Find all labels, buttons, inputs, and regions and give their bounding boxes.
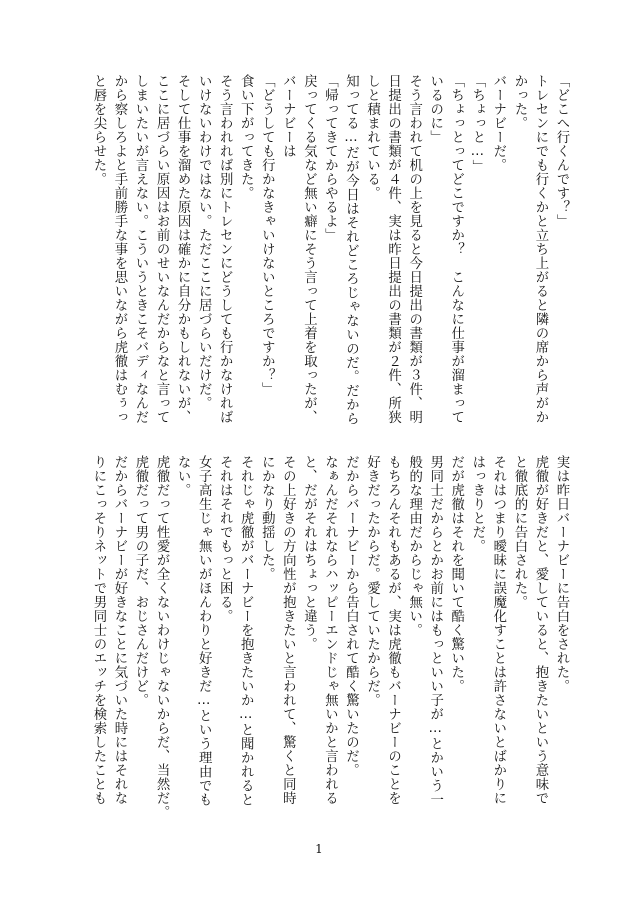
text-column: バーナビーだ。 xyxy=(490,74,506,172)
text-column: だからバーナビーから告白されて酷く驚いたのだ。 xyxy=(343,455,359,777)
text-column: それはそれでもっと困る。 xyxy=(217,455,233,623)
text-column: 虎徹が好きだと、愛していると、抱きたいという意味で xyxy=(532,455,548,805)
text-column: トレセンにでも行くかと立ち上がると隣の席から声がか xyxy=(532,74,548,424)
text-column: 日提出の書類が４件、実は昨日提出の書類が２件、所狭 xyxy=(385,74,401,424)
text-column: から察しろよと手前勝手な事を思いながら虎徹はむぅっ xyxy=(111,74,127,424)
text-column: なぁんだそれならハッピーエンドじゃ無いかと言われる xyxy=(322,455,338,805)
text-column: 女子高生じゃ無いがほんわりと好きだ…という理由でも xyxy=(196,455,212,807)
text-column: はっきりとだ。 xyxy=(469,455,485,553)
text-column: その上好きの方向性が抱きたいと言われて、驚くと同時 xyxy=(280,455,296,805)
text-column: と唇を尖らせた。 xyxy=(90,74,106,186)
text-column: 「どうしても行かなきゃいけないところですか？」 xyxy=(259,74,275,396)
text-column: 「ちょっとってどこですか？ こんなに仕事が溜まって xyxy=(448,74,464,424)
text-column: にかなり動揺した。 xyxy=(259,455,275,581)
text-column: そう言われれば別にトレセンにどうしても行かなければ xyxy=(217,74,233,424)
text-column: だが虎徹はそれを聞いて酷く驚いた。 xyxy=(448,455,464,693)
text-column: 「どこへ行くんです？」 xyxy=(554,74,569,228)
text-column: 知ってる…だが今日はそれどころじゃないのだ。だから xyxy=(343,74,359,426)
text-column: 「帰ってきてからやるよ」 xyxy=(322,74,338,242)
text-column: と、だがそれはちょっと違う。 xyxy=(301,455,317,651)
text-column: 「ちょっと…」 xyxy=(469,74,485,174)
text-column: それじゃ虎徹がバーナビーを抱きたいか…と聞かれると xyxy=(238,455,254,807)
text-column: ない。 xyxy=(175,455,191,497)
text-column: そして仕事を溜めた原因は確かに自分かもしれないが、 xyxy=(175,74,191,424)
text-column: 男同士だからとかお前にはもっといい子が…とかいう一 xyxy=(427,455,443,807)
text-column: 虎徹だって男の子だ、おじさんだけど。 xyxy=(133,455,148,707)
text-column: それはつまり曖昧に誤魔化すことは許さないとばかりに xyxy=(490,455,506,805)
text-column: 実は昨日バーナビーに告白をされた。 xyxy=(554,455,569,693)
text-column: 戻ってくる気など無い癖にそう言って上着を取ったが、 xyxy=(301,74,317,424)
text-column: 虎徹だって性愛が全くないわけじゃないからだ、当然だ。 xyxy=(154,455,170,819)
text-column: ここに居づらい原因はお前のせいなんだからなと言って xyxy=(154,74,170,424)
text-column: だからバーナビーが好きなことに気づいた時にはそれな xyxy=(111,455,127,805)
text-column: もちろんそれもあるが、実は虎徹もバーナビーのことを xyxy=(385,455,401,805)
text-column: いけないわけではない。ただここに居づらいだけだ。 xyxy=(196,74,212,410)
text-column: そう言われて机の上を見ると今日提出の書類が３件、明 xyxy=(406,74,422,424)
text-column: と徹底的に告白された。 xyxy=(511,455,527,609)
page-number: 1 xyxy=(315,842,323,856)
text-column: しと積まれている。 xyxy=(364,74,380,200)
text-column: しまいたいが言えない。こういうときこそバディなんだ xyxy=(133,74,148,424)
text-column: バーナビーは xyxy=(280,74,296,158)
text-column: かった。 xyxy=(511,74,527,130)
text-column: りにこっそりネットで男同士のエッチを検索したことも xyxy=(90,455,106,805)
text-column: 食い下がってきた。 xyxy=(238,74,254,200)
text-column: いるのに」 xyxy=(427,74,443,144)
text-column: 好きだったからだ。愛していたからだ。 xyxy=(364,455,380,707)
text-column: 般的な理由だからじゃ無い。 xyxy=(406,455,422,637)
